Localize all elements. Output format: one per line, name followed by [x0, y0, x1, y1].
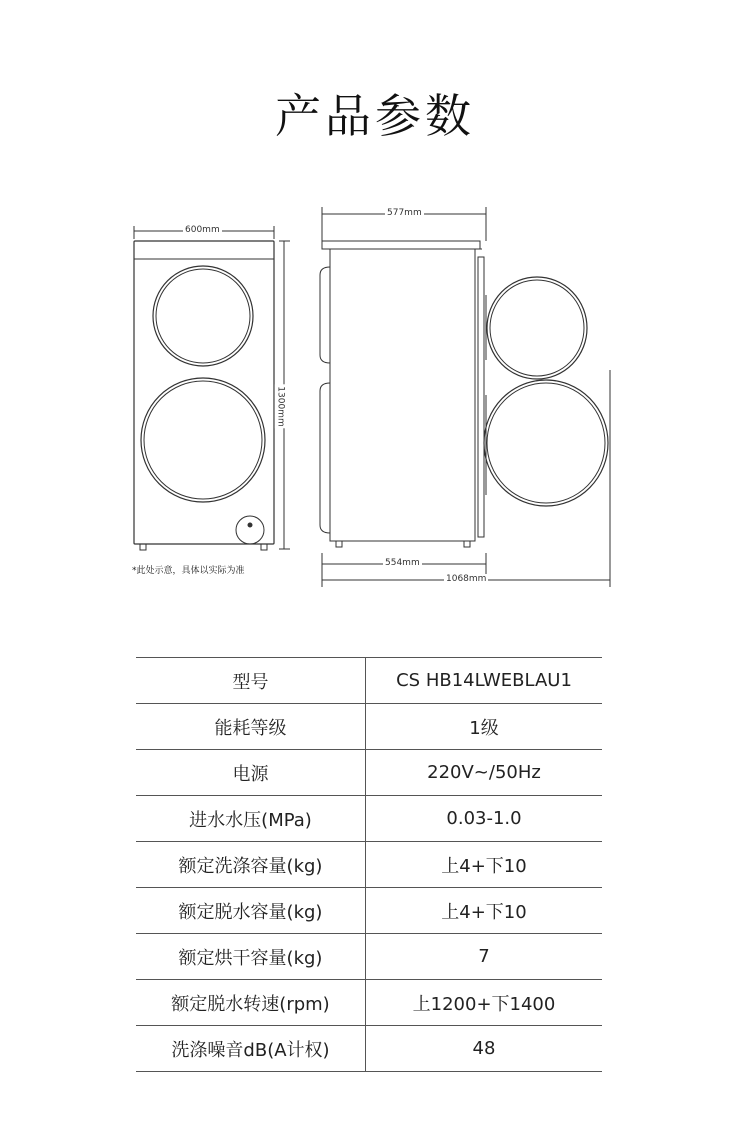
front-width-label: 600mm	[185, 225, 220, 235]
spec-label: 型号	[136, 658, 366, 704]
side-view	[320, 207, 610, 587]
height-label: 1300mm	[275, 386, 286, 427]
table-row	[136, 750, 602, 796]
spec-label: 电源	[136, 750, 366, 796]
spec-label: 额定脱水转速(rpm)	[136, 980, 366, 1026]
side-depth-top-label: 577mm	[387, 208, 422, 218]
spec-label: 额定脱水容量(kg)	[136, 888, 366, 934]
table-row	[136, 1026, 602, 1072]
spec-value: 上1200+下1400	[366, 980, 603, 1026]
side-depth-bottom-label: 554mm	[385, 558, 420, 568]
spec-value: 0.03-1.0	[366, 796, 603, 842]
table-row	[136, 704, 602, 750]
spec-label: 额定烘干容量(kg)	[136, 934, 366, 980]
specs-table	[136, 657, 602, 1072]
table-row	[136, 888, 602, 934]
page-title: 产品参数	[275, 89, 475, 143]
spec-value: CS HB14LWEBLAU1	[366, 658, 603, 704]
table-row	[136, 796, 602, 842]
spec-label: 额定洗涤容量(kg)	[136, 842, 366, 888]
spec-value: 220V~/50Hz	[366, 750, 603, 796]
dimension-diagram	[0, 195, 750, 605]
spec-label: 进水水压(MPa)	[136, 796, 366, 842]
spec-value: 上4+下10	[366, 842, 603, 888]
diagram-note: *此处示意，具体以实际为准	[132, 566, 245, 576]
table-row	[136, 934, 602, 980]
depth-door-open-label: 1068mm	[446, 574, 487, 584]
front-view	[134, 226, 290, 550]
spec-value: 7	[366, 934, 603, 980]
spec-value: 1级	[366, 704, 603, 750]
spec-label: 洗涤噪音dB(A计权)	[136, 1026, 366, 1072]
spec-value: 上4+下10	[366, 888, 603, 934]
spec-label: 能耗等级	[136, 704, 366, 750]
spec-value: 48	[366, 1026, 603, 1072]
table-row	[136, 842, 602, 888]
table-row	[136, 658, 602, 704]
table-row	[136, 980, 602, 1026]
washer-drawing	[0, 195, 750, 605]
